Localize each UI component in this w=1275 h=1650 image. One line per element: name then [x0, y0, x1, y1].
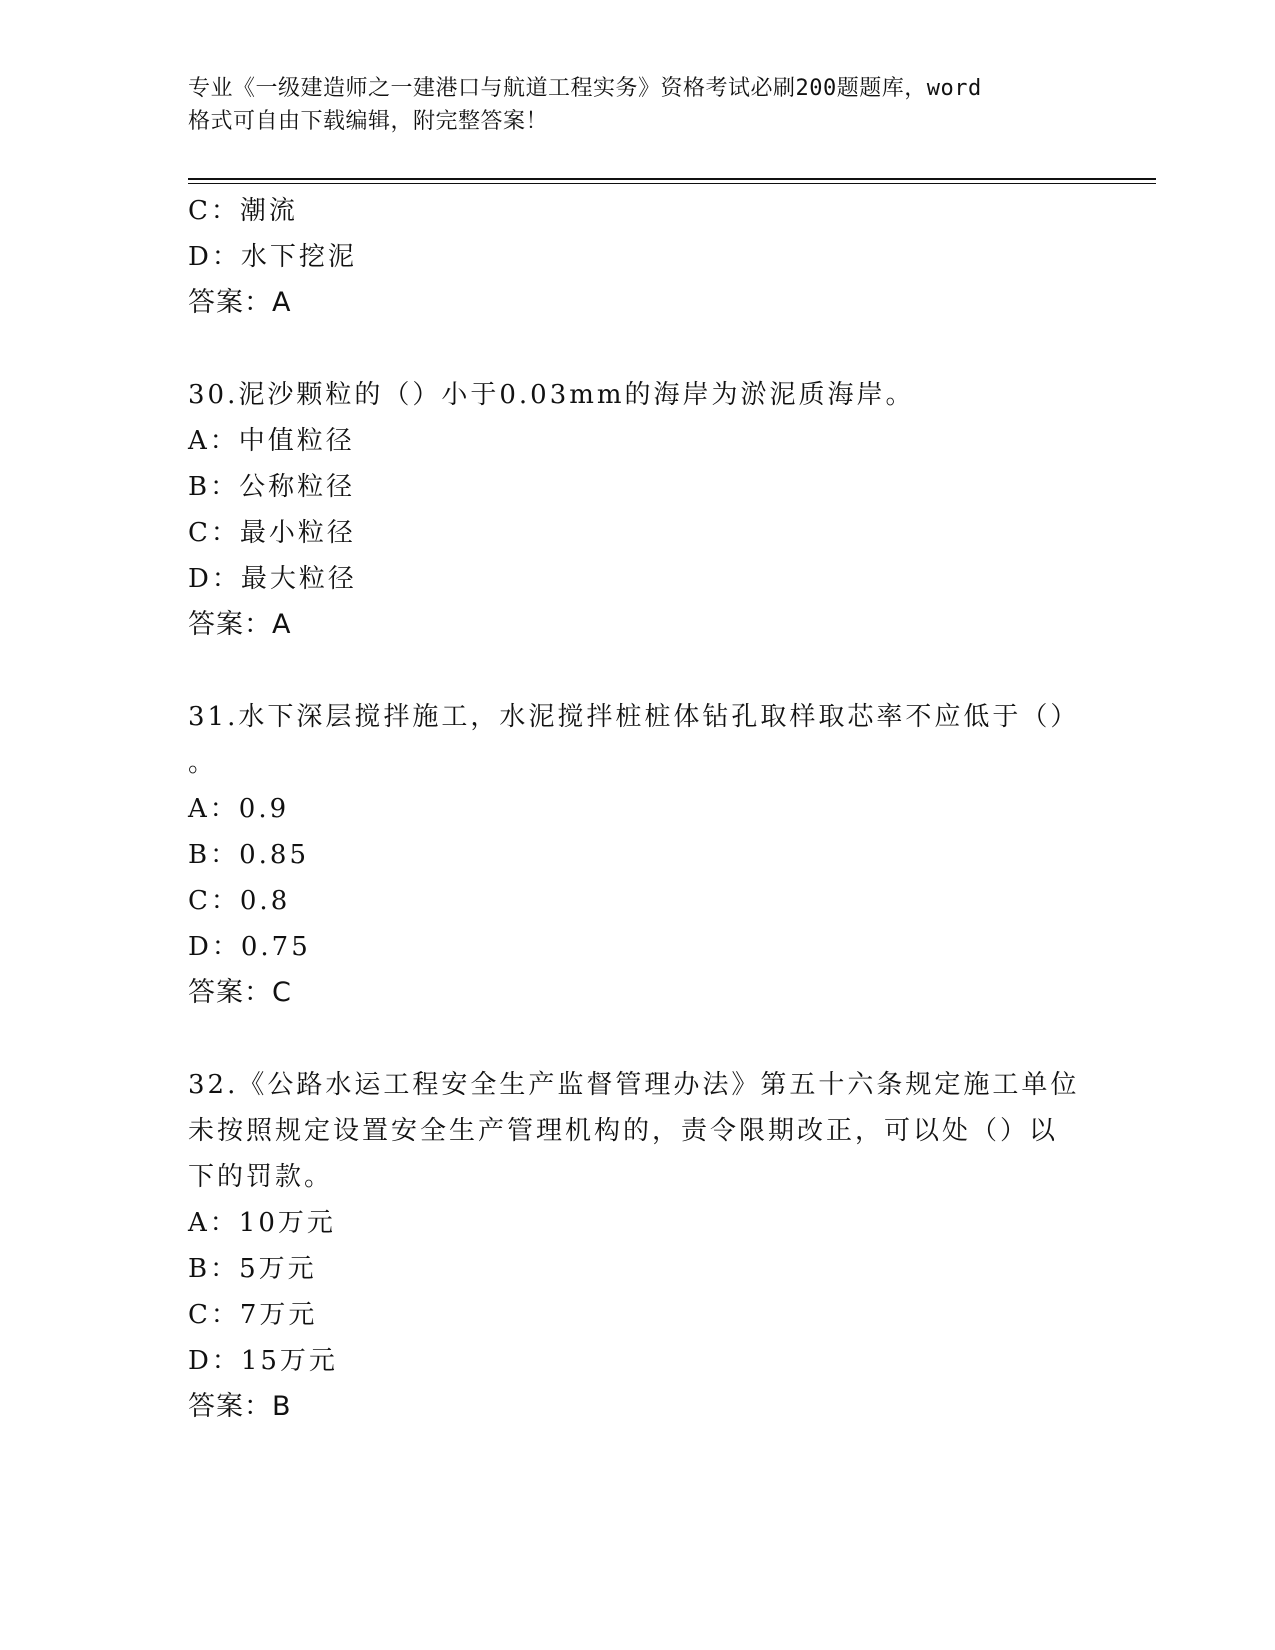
q30-option-a: A：中值粒径: [188, 426, 355, 456]
q30-answer: 答案：A: [188, 609, 292, 640]
q31-option-a: A：0.9: [188, 794, 290, 824]
header-divider-thin: [188, 183, 1156, 184]
q32-option-b: B：5万元: [188, 1254, 317, 1284]
spacer: [188, 648, 1088, 694]
header-line-2: 格式可自由下载编辑，附完整答案！: [188, 109, 549, 134]
q30-option-d: D：最大粒径: [188, 564, 357, 594]
q32-option-c: C：7万元: [188, 1300, 318, 1330]
q29-option-d: D：水下挖泥: [188, 242, 357, 272]
spacer: [188, 1016, 1088, 1062]
q31-answer: 答案：C: [188, 977, 292, 1008]
q30-option-b: B：公称粒径: [188, 472, 356, 502]
q31-question-line-1: 31.水下深层搅拌施工，水泥搅拌桩桩体钻孔取样取芯率不应低于（）: [188, 702, 1080, 732]
q31-option-d: D：0.75: [188, 932, 311, 962]
q32-question-line-1: 32.《公路水运工程安全生产监督管理办法》第五十六条规定施工单位: [188, 1070, 1080, 1100]
q32-option-a: A：10万元: [188, 1208, 336, 1238]
question-list: [188, 188, 1088, 1430]
q32-question-line-3: 下的罚款。: [188, 1162, 334, 1192]
q31-question-line-2: 。: [188, 748, 218, 778]
q31-option-c: C：0.8: [188, 886, 291, 916]
document-header: [188, 72, 1068, 138]
q32-question-line-2: 未按照规定设置安全生产管理机构的，责令限期改正，可以处（）以: [188, 1116, 1059, 1146]
q31-option-b: B：0.85: [188, 840, 309, 870]
q32-answer: 答案：B: [188, 1391, 292, 1422]
q32-option-d: D：15万元: [188, 1346, 338, 1376]
q29-option-c: C：潮流: [188, 196, 298, 226]
spacer: [188, 326, 1088, 372]
header-divider-thick: [188, 178, 1156, 180]
q29-answer: 答案：A: [188, 287, 292, 318]
q30-option-c: C：最小粒径: [188, 518, 356, 548]
q30-question: 30.泥沙颗粒的（）小于0.03mm的海岸为淤泥质海岸。: [188, 380, 915, 410]
header-line-1: 专业《一级建造师之一建港口与航道工程实务》资格考试必刷200题题库，word: [188, 76, 982, 101]
